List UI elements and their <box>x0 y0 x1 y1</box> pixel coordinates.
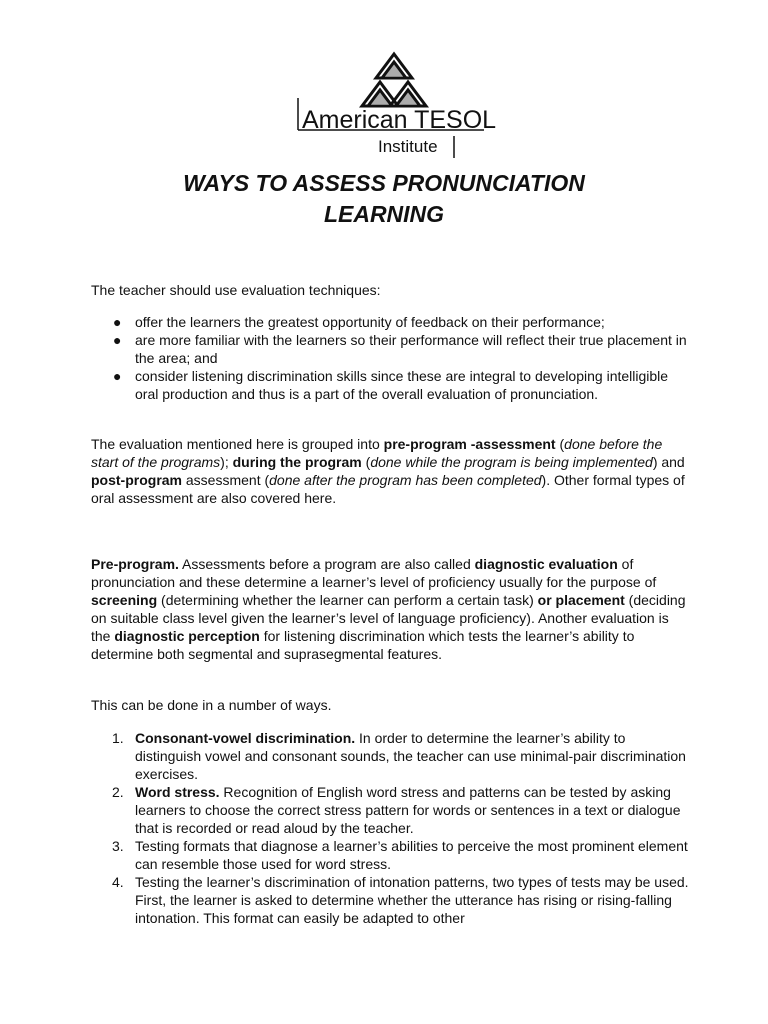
bold-term: post-program <box>91 472 182 488</box>
text-run: ( <box>555 436 565 452</box>
logo-subtitle: Institute <box>378 137 438 156</box>
pre-program-paragraph <box>91 555 691 663</box>
technique-list <box>91 313 691 403</box>
italic-note: done while the program is being implemented <box>370 454 653 470</box>
list-item-text: Testing formats that diagnose a learner’s abilities to perceive the most prominent element can resemble those used for word stress. <box>135 838 688 872</box>
ways-paragraph: This can be done in a number of ways. <box>91 697 332 713</box>
text-run: of pronunciation and these determine a learner’s level of proficiency usually for the purpose of <box>91 556 657 590</box>
list-item <box>91 367 691 403</box>
bullet-icon: ● <box>113 368 122 384</box>
text-run: ). Other formal types of oral assessment are also covered here. <box>91 472 685 506</box>
list-item-text: In order to determine the learner’s ability to distinguish vowel and consonant sounds, the teacher can use minimal-pair discrimination exercises. <box>135 730 686 782</box>
list-item <box>91 873 691 927</box>
text-run: ) and <box>652 454 685 470</box>
text-run: (deciding on suitable class level given the learner’s level of language proficiency). Another evaluation is the <box>91 592 686 644</box>
logo-mark-icon <box>284 48 504 164</box>
text-run: Assessments before a program are also called <box>178 556 475 572</box>
bullet-icon: ● <box>113 332 122 348</box>
text-run: for listening discrimination which tests the learner’s ability to determine both segmental and suprasegmental features. <box>91 628 635 662</box>
list-item-text: consider listening discrimination skills since these are integral to developing intelligible oral production and thus is a part of the overall evaluation of pronunciation. <box>135 368 669 402</box>
list-number: 2. <box>112 784 124 800</box>
title-line-2: LEARNING <box>323 201 445 227</box>
bold-term: diagnostic evaluation <box>474 556 618 572</box>
list-item <box>91 783 691 837</box>
text-run: ); <box>220 454 233 470</box>
bullet-icon: ● <box>113 314 122 330</box>
list-item-heading: Consonant-vowel discrimination. <box>135 730 356 746</box>
bold-term: or placement <box>537 592 625 608</box>
list-item <box>91 313 691 331</box>
methods-list <box>91 729 691 927</box>
bold-term: pre-program -assessment <box>383 436 556 452</box>
logo-name: American TESOL <box>302 106 497 134</box>
page-title <box>0 168 768 230</box>
text-run: assessment ( <box>182 472 270 488</box>
list-item-text: Testing the learner’s discrimination of intonation patterns, two types of tests may be used. First, the learner is asked to determine whether the utterance has rising or rising-falling intonation. This format can easily be adapted to other <box>135 874 689 926</box>
italic-note: done before the start of the programs <box>91 436 663 470</box>
evaluation-paragraph <box>91 435 691 507</box>
list-number: 3. <box>112 838 124 854</box>
list-item-heading: Word stress. <box>135 784 220 800</box>
list-item <box>91 837 691 873</box>
bold-term: during the program <box>232 454 362 470</box>
italic-note: done after the program has been completed <box>269 472 542 488</box>
text-run: ( <box>361 454 371 470</box>
text-run: (determining whether the learner can perform a certain task) <box>157 592 538 608</box>
american-tesol-logo <box>284 48 504 164</box>
title-line-1: WAYS TO ASSESS PRONUNCIATION <box>183 170 585 196</box>
bold-term: diagnostic perception <box>114 628 260 644</box>
bold-term: Pre-program. <box>91 556 179 572</box>
list-item-text: Recognition of English word stress and patterns can be tested by asking learners to choose the correct stress pattern for words or sentences in a text or dialogue that is recorded or read aloud by the teacher. <box>135 784 681 836</box>
bold-term: screening <box>91 592 158 608</box>
list-number: 4. <box>112 874 124 890</box>
intro-paragraph: The teacher should use evaluation techniques: <box>91 282 381 298</box>
list-item-text: offer the learners the greatest opportunity of feedback on their performance; <box>135 314 605 330</box>
text-run: The evaluation mentioned here is grouped into <box>91 436 384 452</box>
list-number: 1. <box>112 730 124 746</box>
list-item <box>91 729 691 783</box>
list-item-text: are more familiar with the learners so their performance will reflect their true placement in the area; and <box>135 332 687 366</box>
list-item <box>91 331 691 367</box>
